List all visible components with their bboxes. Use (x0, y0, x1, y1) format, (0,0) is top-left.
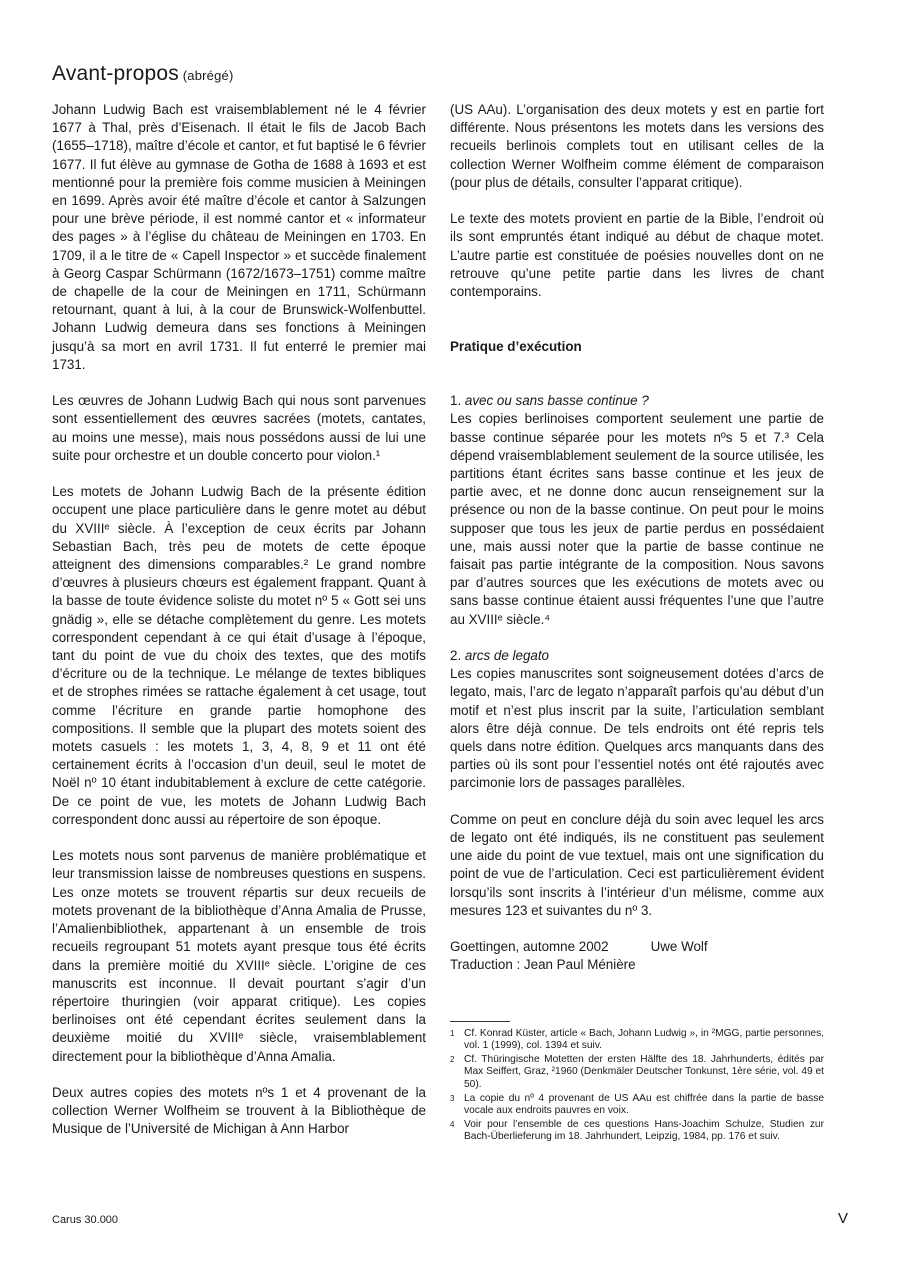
item-1-title: avec ou sans basse continue ? (464, 393, 649, 409)
title-subtitle: (abrégé) (178, 68, 234, 83)
page-number: V (837, 1210, 848, 1227)
footnote-text: Cf. Konrad Küster, article « Bach, Johann Ludwig », in ²MGG, partie personnes, vol. 1 (1999), col. 1394 et suiv. (464, 1027, 824, 1052)
item-1-number: 1. (450, 393, 465, 409)
footnote-number: 1 (450, 1028, 455, 1038)
footnotes (450, 1028, 824, 1144)
section-heading: Pratique d’exécution (450, 338, 582, 354)
paragraph-biography: Johann Ludwig Bach est vraisemblablement né le 4 février 1677 à Thal, près d’Eisenach. Il était le fils de Jacob Bach (1655–1718), maître d’école et cantor, et fut baptisé le 6 février 1677. Il fut élève au gymnase de Gotha de 1688 à 1693 et est mentionné pour la première fois comme musicien à Meiningen en 1699. Après avoir été maître d’école et cantor à Salzungen pour une brève période, il est nommé cantor et « informateur des pages » à l’église du château de Meiningen en 1703. En 1709, il a le titre de « Capell Inspector » et succède finalement à Georg Caspar Schürmann (1672/1673–1751) comme maître de chapelle de la cour de Meiningen en 1711, Schürmann retournant, quant à lui, à la cour de Brunswick-Wolfenbuttel. Johann Ludwig demeura dans ses fonctions à Meiningen jusqu’à sa mort en avril 1731. Il fut enterré le premier mai 1731. (52, 102, 426, 372)
footnote (450, 1119, 824, 1144)
paragraph-copies: Deux autres copies des motets nºs 1 et 4 provenant de la collection Werner Wolfheim se trouvent à la Bibliothèque de Musique de l’Université de Michigan à Ann Harbor (52, 1084, 426, 1137)
right-column (450, 101, 824, 1145)
footnote (450, 1054, 824, 1092)
signature-block (450, 938, 824, 974)
item-1-heading (450, 392, 824, 410)
paragraph-transmission: Les motets nous sont parvenus de manière problématique et leur transmission laisse de nombreuses questions en suspens. Les onze motets se trouvent répartis sur deux recueils de motets provenant de la bibliothèque d’Anna Amalia de Prusse, l’Amalienbibliothek, appartenant à un ensemble de trois recueils regroupant 51 motets ayant presque tous été écrits dans la première moitié du XVIIIᵉ siècle. L’origine de ces manuscrits est inconnue. Il devait pourtant s’agir d’un répertoire thuringien (voir apparat critique). Les copies berlinoises ont été cependant écrites seulement dans la deuxième moitié du XVIIIᵉ siècle, vraisemblablement directement pour la bibliothèque d’Anna Amalia. (52, 848, 426, 1064)
footnote (450, 1028, 824, 1053)
author-name: Uwe Wolf (650, 939, 708, 955)
footnote (450, 1093, 824, 1118)
left-column (52, 101, 426, 1139)
paragraph-text-source: Le texte des motets provient en partie de la Bible, l’endroit où ils sont empruntés étant indiqué au début de chaque motet. L’autre partie est constituée de poésies nouvelles dont on ne retrouve qu’une petite partie dans les livres de chant contemporains. (450, 211, 824, 300)
footnote-divider (450, 1021, 510, 1022)
place-date: Goettingen, automne 2002 (450, 939, 609, 955)
item-1-text: Les copies berlinoises comportent seulement une partie de basse continue séparée pour les motets nºs 5 et 7.³ Cela dépend vraisemblablement seulement de la source utilisée, les partitions étant écrites sans basse continue et les jeux de partie avec, et ne donne donc aucun renseignement sur la présence ou non de la basse continue. On peut pour le moins supposer que tous les jeux de partie perdus en possédaient une, mais aussi noter que la partie de basse continue ne faisait pas partie intégrante de la composition. Nous savons par d’autres sources que les exécutions de motets avec ou sans basse continue étaient aussi fréquentes l’une que l’autre au XVIIIᵉ siècle.⁴ (450, 411, 824, 627)
item-2-title: arcs de legato (464, 648, 550, 663)
item-2-text: Les copies manuscrites sont soigneusement dotées d’arcs de legato, mais, l’arc de legato n’apparaît parfois qu’au début d’un motif et n’est plus inscrit par la suite, l’articulation semblant alors être déjà connue. De tels endroits ont été repris tels quels dans notre édition. Quelques arcs manquants dans des parties où ils sont pour l’essentiel notés ont été rajoutés avec parcimonie lors de passages parallèles. (450, 666, 824, 791)
footnote-number: 4 (450, 1119, 455, 1129)
footnote-number: 2 (450, 1054, 455, 1064)
item-2-number: 2. (450, 648, 465, 663)
footnote-text: Cf. Thüringische Motetten der ersten Hälfte des 18. Jahrhunderts, édités par Max Seiffert, Graz, ²1960 (Denkmäler Deutscher Tonkunst, 1ère série, vol. 49 et 50). (464, 1053, 824, 1090)
footnote-text: La copie du nº 4 provenant de US AAu est chiffrée dans la partie de basse vocale aux endroits pauvres en voix. (464, 1092, 824, 1117)
translation-credit: Traduction : Jean Paul Ménière (450, 957, 636, 973)
footer-catalog-number: Carus 30.000 (52, 1214, 119, 1226)
footnote-number: 3 (450, 1093, 455, 1103)
paragraph-articulation: Comme on peut en conclure déjà du soin avec lequel les arcs de legato ont été indiqués, ils ne constituent pas seulement une aide du point de vue textuel, mais ont une signification du point de vue de l’articulation. Ceci est particulièrement évident lorsqu’ils sont inscrits à l’intérieur d’un mélisme, comme aux mesures 123 et suivantes du nº 3. (450, 811, 824, 918)
page-title (52, 62, 234, 86)
title-main: Avant-propos (52, 62, 179, 85)
footnote-text: Voir pour l’ensemble de ces questions Hans-Joachim Schulze, Studien zur Bach-Überlieferung im 18. Jahrhundert, Leipzig, 1984, pp. 176 et suiv. (464, 1118, 824, 1143)
paragraph-organisation: (US AAu). L’organisation des deux motets y est en partie fort différente. Nous présentons les motets dans les versions des recueils berlinois complets tout en utilisant celles de la collection Werner Wolfheim comme élément de comparaison (pour plus de détails, consulter l’apparat critique). (450, 102, 824, 190)
paragraph-works: Les œuvres de Johann Ludwig Bach qui nous sont parvenues sont essentiellement des œuvres sacrées (motets, cantates, au moins une messe), mais nous possédons aussi de lui une suite pour orchestre et un double concerto pour violon.¹ (52, 393, 426, 463)
paragraph-motets: Les motets de Johann Ludwig Bach de la présente édition occupent une place particulière dans le genre motet au début du XVIIIᵉ siècle. À l’exception de ceux écrits par Johann Sebastian Bach, très peu de motets de cette époque atteignent des dimensions comparables.² Le grand nombre d’œuvres à plusieurs chœurs est également frappant. Quant à la basse de toute évidence soliste du motet nº 5 « Gott sei uns gnädig », elle se détache complètement du genre. Les motets correspondent cependant à ce qui était d’usage à l’époque, tant du point de vue du choix des textes, que des motifs d’écriture ou de la technique. Le mélange de textes bibliques et de strophes rimées se rattache également à cet usage, tout comme l’écriture en grande partie homophone des compositions. Il semble que la plupart des motets soient des motets casuels : les motets 1, 3, 4, 8, 9 et 11 ont été certainement écrits à l’occasion d’un deuil, seul le motet de Noël nº 10 étant indubitablement à exclure de cette catégorie. De ce point de vue, les motets de Johann Ludwig Bach correspondent donc aussi au répertoire de son époque. (52, 484, 426, 827)
item-2-heading (450, 647, 824, 665)
